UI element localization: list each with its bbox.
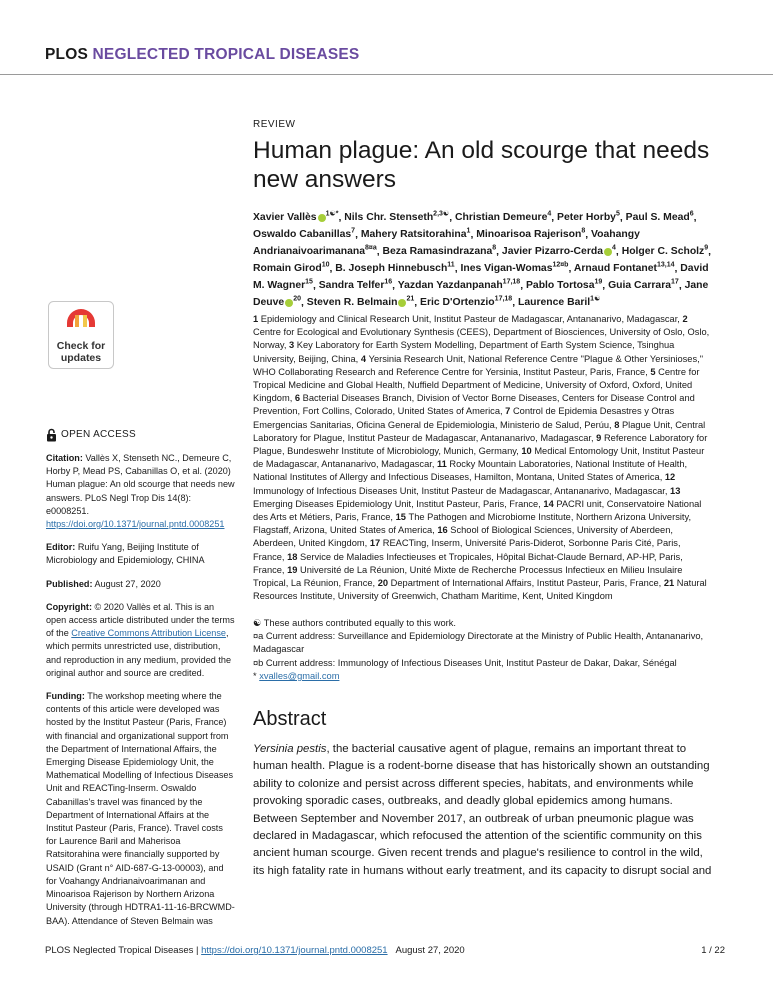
affiliation-item: 8 Plague Unit, Central Laboratory for Plague, Institut Pasteur de Madagascar, Antananarivo, Madagascar, [253, 419, 706, 443]
journal-header [45, 46, 359, 64]
affiliation-item: 11 Rocky Mountain Laboratories, National Institute of Health, National Institutes of Allergy and Infectious Diseases, Hamilton, Montana, United States of America, [253, 459, 688, 483]
author-name: Voahangy Andrianaivoarimanana$^{8¤a}$ [253, 229, 640, 258]
author-name: Pablo Tortosa$^{19}$ [525, 278, 603, 292]
corresponding-email: * xvalles@gmail.com [253, 670, 340, 681]
author-name: Steven R. Belmain $^{21}$ [306, 295, 415, 309]
affiliation-item: 19 Université de La Réunion, Unité Mixte de Recherche Processus Infectieux en Milieu Insulaire Tropical, La Réunion, France, [253, 564, 683, 589]
affiliation-item: 5 Centre for Tropical Medicine and Global Health, Nuffield Department of Medicine, University of Oxford, Oxford, United Kingdom, [253, 366, 700, 404]
author-name: Nils Chr. Stenseth$^{2,3☯}$ [344, 211, 450, 224]
abstract-text: Yersinia pestis, the bacterial causative agent of plague, remains an important threat to human health. Plague is a rodent-borne disease that has historically shown an outstanding ability to colonize and persist across different species, habitats, and environments while provoking sporadic cases, outbreaks, and deadly global epidemics among humans. Between September and November 2017, an outbreak of urban pneumonic plague was declared in Madagascar, which refocused the attention of the scientific community on this ancient human scourge. Given recent trends and plague's resilience to control in the wild, its high fatality rate in humans without early treatment, and its capacity to disrupt social and [253, 743, 712, 877]
author-name: Oswaldo Cabanillas$^7$ [253, 227, 356, 241]
affiliation-item: 9 Reference Laboratory for Plague, Bundeswehr Institute of Microbiology, Munich, Germany, [253, 432, 708, 457]
affiliation-item: 12 Immunology of Infectious Diseases Unit, Institut Pasteur de Madagascar, Antananarivo, Madagascar, [253, 472, 676, 496]
orcid-icon[interactable] [604, 248, 612, 256]
affiliation-item: 7 Control de Epidemia Desastres y Otras Emergencias Sanitarias, Oficina General de Epidemiologia, Ministerio de Salud, Perúu, [253, 406, 675, 430]
affiliation-item: 20 Department of International Affairs, Institut Pasteur, Paris, France, [377, 578, 664, 589]
footer-doi-link[interactable]: https://doi.org/10.1371/journal.pntd.0008251 [201, 945, 388, 956]
current-address-b: ¤b Current address: Immunology of Infectious Diseases Unit, Institut Pasteur de Dakar, Dakar, Sénégal [253, 657, 677, 668]
header-divider [0, 74, 773, 75]
affiliation-item: 21 Natural Resources Institute, University of Greenwich, Chatham Maritime, Kent, United Kingdom [253, 578, 707, 602]
orcid-icon[interactable] [318, 214, 326, 222]
email-link[interactable]: xvalles@gmail.com [259, 670, 340, 681]
journal-name: NEGLECTED TROPICAL DISEASES [92, 46, 360, 63]
author-name: Eric D'Ortenzio$^{17,18}$ [420, 295, 513, 309]
author-name: Jane Deuve $^{20}$ [253, 280, 709, 309]
author-name: Ines Vigan-Womas$^{12¤b}$ [460, 261, 569, 275]
author-name: Mahery Ratsitorahina$^1$ [360, 227, 471, 241]
affiliation-item: 4 Yersinia Research Unit, National Reference Centre "Plague & Other Yersinioses," WHO Collaborating Research and Reference Centre for Yersinia, Institut Pasteur, Paris, France, [253, 353, 704, 377]
page-number: 1 / 22 [701, 945, 725, 956]
author-name: Xavier Vallès $^{1☯*}$ [253, 211, 339, 224]
affiliation-item: 13 Emerging Diseases Epidemiology Unit, Institut Pasteur, Paris, France, [253, 485, 681, 509]
affiliation-item: 1 Epidemiology and Clinical Research Unit, Institut Pasteur de Madagascar, Antananarivo, Madagascar, [253, 314, 683, 324]
page-footer: PLOS Neglected Tropical Diseases | https://doi.org/10.1371/journal.pntd.0008251 August 27, 2020 [45, 945, 465, 956]
affiliation-item: 3 Key Laboratory for Earth System Modelling, Department of Earth System Science, Tsinghua University, Beijing, China, [253, 340, 675, 364]
article-info-sidebar [46, 428, 236, 938]
author-name: Romain Girod$^{10}$ [253, 261, 330, 275]
author-name: Guia Carrara$^{17}$ [608, 278, 679, 292]
editor-block: Editor: Ruifu Yang, Beijing Institute of Microbiology and Epidemiology, CHINA [46, 542, 205, 566]
author-name: Minoarisoa Rajerison$^8$ [476, 227, 586, 241]
equal-contribution-note: ☯ These authors contributed equally to this work. [253, 618, 456, 628]
affiliation-item: 18 Service de Maladies Infectieuses et Tropicales, Hôpital Bichat-Claude Bernard, AP-HP, Paris, France, [253, 551, 683, 575]
affiliation-item: 15 The Pathogen and Microbiome Institute, Northern Arizona University, Flagstaff, Arizona, United States of America, [253, 512, 692, 536]
journal-logo-plos: PLOS [45, 46, 89, 63]
orcid-icon[interactable] [285, 299, 293, 307]
published-block: Published: August 27, 2020 [46, 578, 161, 589]
author-name: Christian Demeure$^4$ [454, 211, 552, 224]
author-name: B. Joseph Hinnebusch$^{11}$ [335, 261, 455, 275]
affiliation-item: 14 PACRI unit, Conservatoire National des Arts et Métiers, Paris, France, [253, 498, 702, 523]
license-link[interactable]: Creative Commons Attribution License [71, 628, 226, 639]
author-name: Laurence Baril$^{1☯}$ [517, 295, 601, 309]
author-name: Beza Ramasindrazana$^8$ [382, 244, 497, 258]
check-for-updates-label: Check for updates [56, 340, 106, 364]
author-name: Sandra Telfer$^{16}$ [318, 278, 393, 292]
open-lock-icon [46, 428, 57, 442]
copyright-block: Copyright: © 2020 Vallès et al. This is an open access article distributed under the terms of the Creative Commons Attribution License, which permits unrestricted use, distribution, and reproduction in any medium, provided the original author and source are credited. [46, 601, 235, 678]
current-address-a: ¤a Current address: Surveillance and Epidemiology Directorate at the Ministry of Public Health, Antananarivo, Madagascar [253, 631, 704, 655]
article-title: Human plague: An old scourge that needs new answers [253, 137, 710, 193]
author-name: Yazdan Yazdanpanah$^{17,18}$ [397, 278, 521, 292]
author-list: Xavier Vallès $^{1☯*}$, Nils Chr. Stenseth$^{2,3☯}$, Christian Demeure$^4$, Peter Horby$^5$, Paul S. Mead$^6$, Oswaldo Cabanillas$^7$, Mahery Ratsitorahina$^1$, Minoarisoa Rajerison$^8$, Voahangy Andrianaivoarimanana$^{8¤a}$, Beza Ramasindrazana$^8$, Javier Pizarro-Cerda $^4$, Holger C. Scholz$^9$, Romain Girod$^{10}$, B. Joseph Hinnebusch$^{11}$, Ines Vigan-Womas$^{12¤b}$, Arnaud Fontanet$^{13,14}$, David M. Wagner$^{15}$, Sandra Telfer$^{16}$, Yazdan Yazdanpanah$^{17,18}$, Pablo Tortosa$^{19}$, Guia Carrara$^{17}$, Jane Deuve $^{20}$, Steven R. Belmain $^{21}$, Eric D'Ortenzio$^{17,18}$, Laurence Baril$^{1☯}$ [253, 211, 712, 309]
affiliation-item: 6 Bacterial Diseases Branch, Division of Vector Borne Diseases, Centers for Disease Control and Prevention, Fort Collins, Colorado, United States of America, [253, 393, 695, 417]
citation-doi-link[interactable]: https://doi.org/10.1371/journal.pntd.0008251 [46, 519, 225, 530]
author-name: Javier Pizarro-Cerda $^4$ [501, 244, 616, 258]
affiliation-item: 16 School of Biological Sciences, University of Aberdeen, Aberdeen, United Kingdom, [253, 525, 673, 549]
author-name: Peter Horby$^5$ [557, 211, 620, 224]
affiliation-item: 2 Centre for Ecological and Evolutionary Synthesis (CEES), Department of Biosciences, University of Oslo, Oslo, Norway, [253, 314, 710, 351]
author-name: Paul S. Mead$^6$ [625, 211, 694, 224]
affiliation-item: 17 REACTing, Inserm, Université Paris-Diderot, Sorbonne Paris Cité, Paris, France, [253, 538, 681, 562]
affiliation-item: 10 Medical Entomology Unit, Institut Pasteur de Madagascar, Antananarivo, Madagascar, [253, 446, 705, 470]
author-name: Arnaud Fontanet$^{13,14}$ [573, 261, 675, 275]
citation-block: Citation: Vallès X, Stenseth NC., Demeure C, Horby P, Mead PS, Cabanillas O, et al. (2020) Human plague: An old scourge that needs new answers. PLoS Negl Trop Dis 14(8): e0008251. https://doi.org/10.1371/journal.pntd.0008251 [46, 453, 235, 530]
author-notes [253, 617, 713, 683]
article-type: REVIEW [253, 119, 296, 130]
affiliations [253, 313, 713, 603]
funding-block: Funding: The workshop meeting where the contents of this article were developed was hosted by the Institut Pasteur (Paris, France) with financial and organizational support from the Department of International Affairs, the Emerging Disease Epidemiology Unit, the Mathematical Modelling of Infectious Diseases Unit and REACTing-Inserm. Oswaldo Cabanillas's travel was financed by the Department of International Affairs at the Institut Pasteur (Paris, France). Travel costs for Laurence Baril and Maherisoa Ratsitorahina were financially supported by USAID (Grant n° AID-687-G-13-00003), and for Voahangy Andrianaivoarimanan and Minoarisoa Rajerison by Northern Arizona University (through HDTRA1-11-16-BRCWMD-BAA). Attendance of Steven Belmain was [46, 691, 235, 926]
author-name: David M. Wagner$^{15}$ [253, 263, 709, 292]
author-name: Holger C. Scholz$^9$ [621, 244, 709, 258]
abstract-heading: Abstract [253, 708, 327, 730]
open-access-label: OPEN ACCESS [46, 428, 236, 442]
